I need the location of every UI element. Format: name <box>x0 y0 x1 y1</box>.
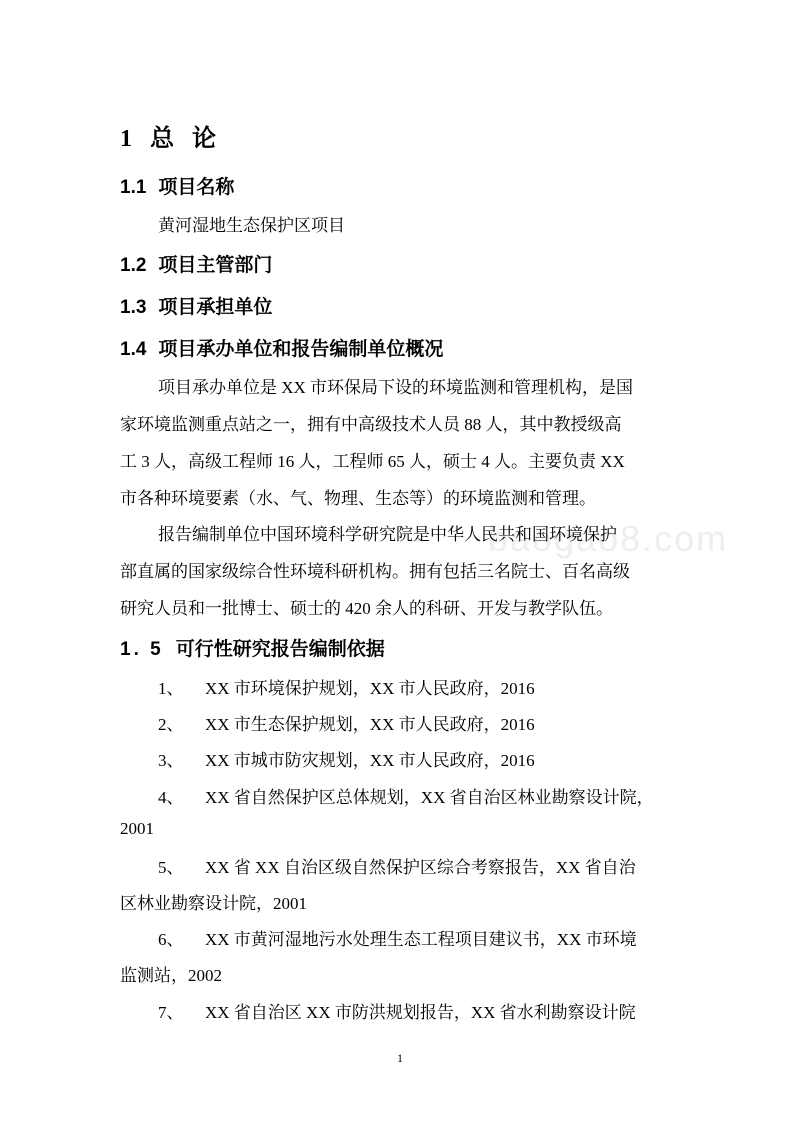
section-heading-1-1 <box>120 172 234 199</box>
reference-text: XX 省自治区 XX 市防洪规划报告，XX 省水利勘察设计院 <box>205 1003 636 1022</box>
section-heading-1-5 <box>120 634 385 661</box>
reference-number: 4、 <box>158 788 184 807</box>
reference-text: XX 市环境保护规划，XX 市人民政府，2016 <box>205 679 535 698</box>
section-title: 可行性研究报告编制依据 <box>175 639 385 660</box>
reference-text-continuation: 区林业勘察设计院，2001 <box>120 894 307 913</box>
paragraph-line: 报告编制单位中国环境科学研究院是中华人民共和国环境保护 <box>158 525 617 544</box>
reference-number: 2、 <box>158 715 184 734</box>
reference-text: XX 市黄河湿地污水处理生态工程项目建议书，XX 市环境 <box>205 930 637 949</box>
paragraph-line: 部直属的国家级综合性环境科研机构。拥有包括三名院士、百名高级 <box>120 562 630 581</box>
reference-text-continuation: 2001 <box>120 819 154 838</box>
section-title: 项目承办单位和报告编制单位概况 <box>158 339 444 360</box>
paragraph-line: 家环境监测重点站之一，拥有中高级技术人员 88 人，其中教授级高 <box>120 415 622 434</box>
reference-number: 5、 <box>158 858 184 877</box>
reference-number: 3、 <box>158 751 184 770</box>
chapter-title: 1 总 论 <box>120 126 222 152</box>
section-title: 项目承担单位 <box>158 297 273 318</box>
section-title: 项目名称 <box>158 177 235 198</box>
reference-text: XX 市城市防灾规划，XX 市人民政府，2016 <box>205 751 535 770</box>
section-number: 1.2 <box>120 255 147 276</box>
section-heading-1-4 <box>120 334 443 361</box>
page-number: 1 <box>397 1051 403 1065</box>
project-name-text: 黄河湿地生态保护区项目 <box>158 216 345 235</box>
paragraph-line: 项目承办单位是 XX 市环保局下设的环境监测和管理机构，是国 <box>158 378 634 397</box>
section-heading-1-2 <box>120 250 272 277</box>
watermark: baogao8.com <box>488 518 729 559</box>
section-title: 项目主管部门 <box>158 255 273 276</box>
paragraph-line: 市各种环境要素（水、气、物理、生态等）的环境监测和管理。 <box>120 489 596 508</box>
reference-text: XX 市生态保护规划，XX 市人民政府，2016 <box>205 715 535 734</box>
section-number: 1. 5 <box>120 639 164 660</box>
section-number: 1.4 <box>120 339 147 360</box>
section-number: 1.1 <box>120 177 147 198</box>
reference-text: XX 省 XX 自治区级自然保护区综合考察报告，XX 省自治 <box>205 858 636 877</box>
section-number: 1.3 <box>120 297 147 318</box>
reference-number: 1、 <box>158 679 184 698</box>
section-heading-1-3 <box>120 292 272 319</box>
reference-text: XX 省自然保护区总体规划，XX 省自治区林业勘察设计院， <box>205 788 654 807</box>
reference-number: 7、 <box>158 1003 184 1022</box>
reference-number: 6、 <box>158 930 184 949</box>
paragraph-line: 工 3 人，高级工程师 16 人，工程师 65 人，硕士 4 人。主要负责 XX <box>120 452 625 471</box>
paragraph-line: 研究人员和一批博士、硕士的 420 余人的科研、开发与教学队伍。 <box>120 599 613 618</box>
reference-text-continuation: 监测站，2002 <box>120 966 222 985</box>
